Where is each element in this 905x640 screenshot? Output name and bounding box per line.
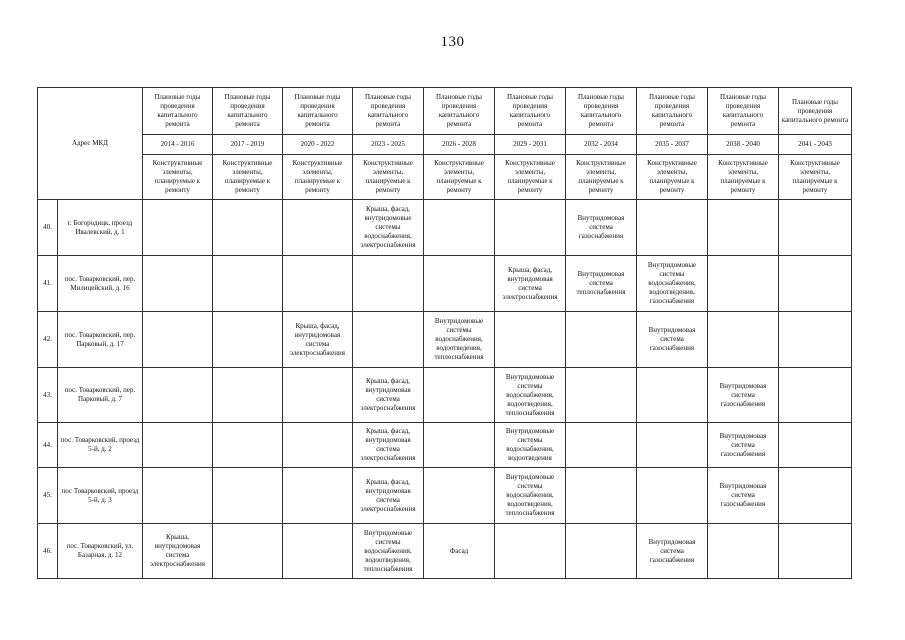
row-cell bbox=[143, 423, 213, 468]
planned-header: Плановые годы проведения капитального ремонта bbox=[637, 88, 708, 135]
row-cell bbox=[708, 200, 779, 256]
row-cell bbox=[353, 256, 424, 312]
row-cell bbox=[353, 312, 424, 368]
row-number: 45. bbox=[38, 468, 58, 524]
row-cell: Внутридомовые системы водоснабжения, водоотведения, газоснабжения bbox=[637, 256, 708, 312]
row-cell bbox=[779, 256, 852, 312]
row-cell bbox=[779, 524, 852, 579]
row-cell bbox=[566, 468, 637, 524]
row-cell: Внутридомовые системы водоснабжения, водоотведения bbox=[495, 423, 566, 468]
row-cell bbox=[283, 256, 353, 312]
row-cell bbox=[637, 200, 708, 256]
row-cell: Крыша, фасад, внутридомовая система электроснабжения bbox=[353, 468, 424, 524]
row-cell bbox=[566, 423, 637, 468]
row-cell bbox=[779, 368, 852, 423]
row-cell bbox=[424, 423, 495, 468]
row-cell bbox=[424, 368, 495, 423]
planned-header: Плановые годы проведения капитального ремонта bbox=[424, 88, 495, 135]
row-cell bbox=[637, 468, 708, 524]
row-cell: Крыша, фасад, внутридомовая система электроснабжения bbox=[353, 368, 424, 423]
row-cell: Крыша, фасад, внутридомовая система электроснабжения bbox=[495, 256, 566, 312]
row-address: пос. Товарковский, пер. Милицейский, д. 16 bbox=[58, 256, 143, 312]
elements-header: Конструктивные элементы, планируемые к ремонту bbox=[213, 155, 283, 200]
row-cell: Крыша, фасад, внутридомовые системы водоснабжения, электроснабжения bbox=[353, 200, 424, 256]
planned-header: Плановые годы проведения капитального ремонта bbox=[566, 88, 637, 135]
row-cell bbox=[779, 200, 852, 256]
row-cell: Внутридомовая система газоснабжения bbox=[637, 524, 708, 579]
planned-header: Плановые годы проведения капитального ремонта bbox=[213, 88, 283, 135]
row-cell bbox=[283, 468, 353, 524]
table-row bbox=[38, 524, 852, 579]
row-address: пос. Товарковский, пер. Парковый, д. 7 bbox=[58, 368, 143, 423]
elements-header: Конструктивные элементы, планируемые к ремонту bbox=[566, 155, 637, 200]
table-row bbox=[38, 256, 852, 312]
row-cell bbox=[424, 256, 495, 312]
row-number: 46. bbox=[38, 524, 58, 579]
table-row bbox=[38, 423, 852, 468]
row-cell bbox=[143, 468, 213, 524]
row-cell bbox=[708, 524, 779, 579]
row-cell bbox=[213, 468, 283, 524]
address-header: Адрес МКД bbox=[38, 88, 143, 200]
period-header: 2020 - 2022 bbox=[283, 135, 353, 155]
row-cell: Крыша, внутридомовая система электроснабжения bbox=[143, 524, 213, 579]
row-number: 44. bbox=[38, 423, 58, 468]
row-cell bbox=[143, 200, 213, 256]
row-cell bbox=[213, 312, 283, 368]
row-cell: Внутридомовые системы водоснабжения, водоотведения, теплоснабжения bbox=[495, 368, 566, 423]
row-address: пос. Товарковский, пер. Парковый, д. 17 bbox=[58, 312, 143, 368]
table-row bbox=[38, 200, 852, 256]
elements-header: Конструктивные элементы, планируемые к ремонту bbox=[353, 155, 424, 200]
header-row-elements bbox=[38, 155, 852, 200]
table-row bbox=[38, 368, 852, 423]
row-cell bbox=[566, 524, 637, 579]
period-header: 2032 - 2034 bbox=[566, 135, 637, 155]
elements-header: Конструктивные элементы, планируемые к ремонту bbox=[779, 155, 852, 200]
row-cell bbox=[283, 423, 353, 468]
row-cell bbox=[143, 312, 213, 368]
row-cell bbox=[495, 524, 566, 579]
period-header: 2029 - 2031 bbox=[495, 135, 566, 155]
planned-header: Плановые годы проведения капитального ремонта bbox=[779, 88, 852, 135]
period-header: 2026 - 2028 bbox=[424, 135, 495, 155]
row-cell bbox=[779, 312, 852, 368]
row-address: пос. Товарковский, проезд 5-й, д. 2 bbox=[58, 423, 143, 468]
row-number: 40. bbox=[38, 200, 58, 256]
row-address: г. Богородицк, проезд Ивалевский, д. 1 bbox=[58, 200, 143, 256]
row-cell: Внутридомовые системы водоснабжения, водоотведения, теплоснабжения bbox=[424, 312, 495, 368]
elements-header: Конструктивные элементы, планируемые к ремонту bbox=[424, 155, 495, 200]
table-row bbox=[38, 312, 852, 368]
row-cell: Крыша, фасад, внутридомовая система электроснабжения bbox=[283, 312, 353, 368]
row-cell: Внутридомовая система газоснабжения bbox=[566, 200, 637, 256]
row-cell bbox=[566, 368, 637, 423]
row-cell: Внутридомовые системы водоснабжения, водоотведения, теплоснабжения bbox=[495, 468, 566, 524]
row-cell bbox=[424, 468, 495, 524]
header-row-periods bbox=[38, 135, 852, 155]
row-cell: Внутридомовая система теплоснабжения bbox=[566, 256, 637, 312]
row-cell bbox=[143, 368, 213, 423]
table-row bbox=[38, 468, 852, 524]
row-cell bbox=[283, 368, 353, 423]
period-header: 2035 - 2037 bbox=[637, 135, 708, 155]
row-cell bbox=[213, 524, 283, 579]
header-row-planned bbox=[38, 88, 852, 135]
row-cell bbox=[779, 423, 852, 468]
elements-header: Конструктивные элементы, планируемые к ремонту bbox=[637, 155, 708, 200]
period-header: 2017 - 2019 bbox=[213, 135, 283, 155]
planned-header: Плановые годы проведения капитального ремонта bbox=[143, 88, 213, 135]
row-cell bbox=[495, 312, 566, 368]
period-header: 2023 - 2025 bbox=[353, 135, 424, 155]
elements-header: Конструктивные элементы, планируемые к ремонту bbox=[143, 155, 213, 200]
capital-repair-table bbox=[37, 87, 852, 579]
planned-header: Плановые годы проведения капитального ремонта bbox=[708, 88, 779, 135]
row-cell: Внутридомовая система газоснабжения bbox=[708, 368, 779, 423]
row-cell bbox=[283, 200, 353, 256]
row-cell bbox=[143, 256, 213, 312]
planned-header: Плановые годы проведения капитального ремонта bbox=[283, 88, 353, 135]
row-cell: Внутридомовая система газоснабжения bbox=[708, 468, 779, 524]
elements-header: Конструктивные элементы, планируемые к ремонту bbox=[283, 155, 353, 200]
row-cell bbox=[566, 312, 637, 368]
row-cell bbox=[779, 468, 852, 524]
row-cell: Крыша, фасад, внутридомовая система электроснабжения bbox=[353, 423, 424, 468]
row-cell bbox=[424, 200, 495, 256]
row-cell bbox=[283, 524, 353, 579]
row-cell bbox=[708, 312, 779, 368]
row-number: 41. bbox=[38, 256, 58, 312]
row-cell bbox=[213, 368, 283, 423]
period-header: 2041 - 2043 bbox=[779, 135, 852, 155]
row-cell: Фасад bbox=[424, 524, 495, 579]
row-cell: Внутридомовая система газоснабжения bbox=[708, 423, 779, 468]
period-header: 2014 - 2016 bbox=[143, 135, 213, 155]
period-header: 2038 - 2040 bbox=[708, 135, 779, 155]
row-cell bbox=[213, 256, 283, 312]
row-cell bbox=[495, 200, 566, 256]
row-number: 42. bbox=[38, 312, 58, 368]
elements-header: Конструктивные элементы, планируемые к ремонту bbox=[495, 155, 566, 200]
planned-header: Плановые годы проведения капитального ремонта bbox=[495, 88, 566, 135]
row-number: 43. bbox=[38, 368, 58, 423]
row-cell: Внутридомовая система газоснабжения bbox=[637, 312, 708, 368]
page-number: 130 bbox=[440, 34, 465, 50]
planned-header: Плановые годы проведения капитального ремонта bbox=[353, 88, 424, 135]
row-cell bbox=[637, 423, 708, 468]
row-cell bbox=[637, 368, 708, 423]
elements-header: Конструктивные элементы, планируемые к ремонту bbox=[708, 155, 779, 200]
row-cell bbox=[708, 256, 779, 312]
row-cell bbox=[213, 200, 283, 256]
row-address: пос. Товарковский, ул. Базарная, д. 12 bbox=[58, 524, 143, 579]
row-address: пос Товарковский, проезд 5-й, д. 3 bbox=[58, 468, 143, 524]
row-cell: Внутридомовые системы водоснабжения, водоотведения, теплоснабжения bbox=[353, 524, 424, 579]
row-cell bbox=[213, 423, 283, 468]
